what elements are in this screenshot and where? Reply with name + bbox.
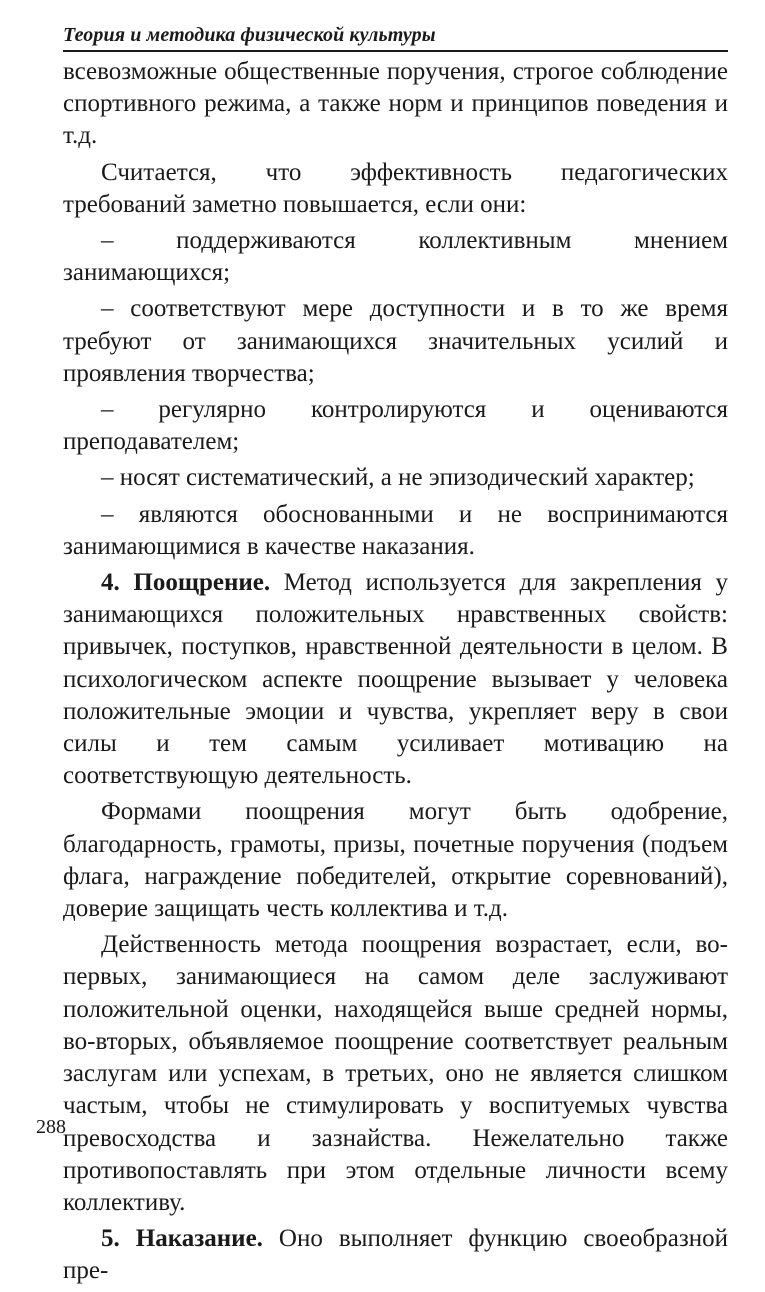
list-item [63, 462, 728, 494]
paragraph-text: Метод используется для закрепления у занимающихся положительных нравственных свойств: привычек, поступков, нравственной деятельности в целом. В психологическом аспекте поощрение вызывает у человека положительные эмоции и чувства, укрепляет веру в свои силы и тем самым усиливает мотивацию на соответствующую деятельность. [63, 569, 728, 790]
header-rule [63, 50, 728, 52]
paragraph [63, 157, 728, 221]
paragraph-punishment [63, 1223, 728, 1287]
list-item [63, 293, 728, 390]
page-number: 288 [36, 1116, 66, 1138]
paragraph-text: Действенность метода поощрения возрастает, если, во-первых, занимающиеся на самом деле заслуживают положительной оценки, находящейся выше средней нормы, во-вторых, объявляемое поощрение соответствует реальным заслугам или успехам, в третьих, оно не является слишком частым, чтобы не стимулировать у воспитуемых чувства превосходства и зазнайства. Нежелательно также противопоставлять при этом отдельные личности всему коллективу. [63, 931, 728, 1216]
paragraph-continuation [63, 56, 728, 153]
running-header: Теория и методика физической культуры [63, 24, 436, 46]
section-heading: 5. Наказание. [101, 1225, 263, 1253]
paragraph [63, 929, 728, 1219]
paragraph-text: Формами поощрения могут быть одобрение, благодарность, грамоты, призы, почетные поручения (подъем флага, награждение победителей, открытие соревнований), доверие защищать честь коллектива и т.д. [63, 798, 728, 923]
page-body [63, 56, 728, 1292]
list-item [63, 499, 728, 563]
paragraph-text: всевозможные общественные поручения, строгое соблюдение спортивного режима, а также норм и принципов поведения и т.д. [63, 58, 728, 150]
list-item-text: – являются обоснованными и не воспринимаются занимающимися в качестве наказания. [63, 500, 728, 560]
list-item [63, 394, 728, 458]
list-item-text: – поддерживаются коллективным мнением занимающихся; [63, 227, 728, 287]
list-item-text: – носят систематический, а не эпизодический характер; [101, 464, 695, 492]
section-heading: 4. Поощрение. [101, 569, 271, 597]
paragraph [63, 796, 728, 925]
list-item [63, 225, 728, 289]
paragraph-text: Оно выполняет функцию своеобразной пре- [63, 1225, 728, 1285]
list-item-text: – регулярно контролируются и оцениваются преподавателем; [63, 396, 728, 456]
list-item-text: – соответствуют мере доступности и в то же время требуют от занимающихся значительных усилий и проявления творчества; [63, 295, 728, 387]
paragraph-encouragement [63, 567, 728, 792]
paragraph-text: Считается, что эффективность педагогических требований заметно повышается, если они: [63, 158, 728, 218]
